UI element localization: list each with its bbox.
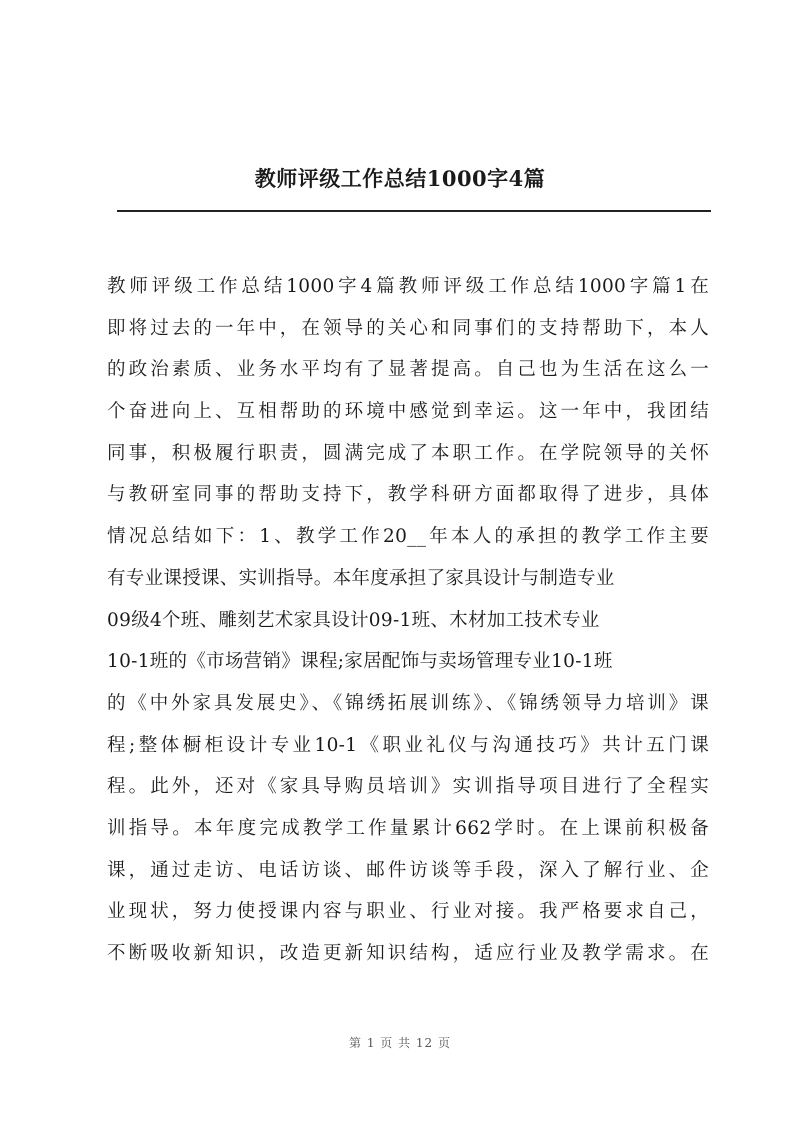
page-number-footer: 第 1 页 共 12 页 bbox=[349, 1036, 451, 1050]
body-line: 有专业课授课、实训指导。本年度承担了家具设计与制造专业 bbox=[107, 567, 615, 589]
body-line: 教师评级工作总结1000字4篇教师评级工作总结1000字篇1在 bbox=[107, 276, 709, 297]
title-underline bbox=[117, 210, 711, 212]
body-line: 个奋进向上、互相帮助的环境中感觉到幸运。这一年中，我团结 bbox=[107, 401, 709, 423]
body-line: 同事，积极履行职责，圆满完成了本职工作。在学院领导的关怀 bbox=[107, 442, 709, 464]
body-line: 10-1班的《市场营销》课程;家居配饰与卖场管理专业10-1班 bbox=[107, 651, 613, 673]
body-line: 业现状，努力使授课内容与职业、行业对接。我严格要求自己， bbox=[107, 901, 709, 923]
body-line: 程。此外，还对《家具导购员培训》实训指导项目进行了全程实 bbox=[107, 776, 709, 798]
document-body bbox=[107, 266, 709, 975]
document-title: 教师评级工作总结1000字4篇 bbox=[254, 166, 546, 191]
body-line: 不断吸收新知识，改造更新知识结构，适应行业及教学需求。在 bbox=[107, 943, 709, 964]
body-line: 即将过去的一年中，在领导的关心和同事们的支持帮助下，本人 bbox=[107, 317, 709, 339]
body-line: 的政治素质、业务水平均有了显著提高。自己也为生活在这么一 bbox=[107, 359, 709, 381]
body-line: 与教研室同事的帮助支持下，教学科研方面都取得了进步，具体 bbox=[107, 484, 709, 506]
body-line: 的《中外家具发展史》、《锦绣拓展训练》、《锦绣领导力培训》课 bbox=[107, 692, 709, 714]
body-line: 情况总结如下：1、教学工作20__年本人的承担的教学工作主要 bbox=[107, 526, 709, 548]
body-line: 程;整体橱柜设计专业10-1《职业礼仪与沟通技巧》共计五门课 bbox=[107, 734, 709, 756]
body-line: 课，通过走访、电话访谈、邮件访谈等手段，深入了解行业、企 bbox=[107, 859, 709, 881]
body-line: 09级4个班、雕刻艺术家具设计09-1班、木材加工技术专业 bbox=[107, 609, 600, 631]
body-line: 训指导。本年度完成教学工作量累计662学时。在上课前积极备 bbox=[107, 817, 709, 839]
